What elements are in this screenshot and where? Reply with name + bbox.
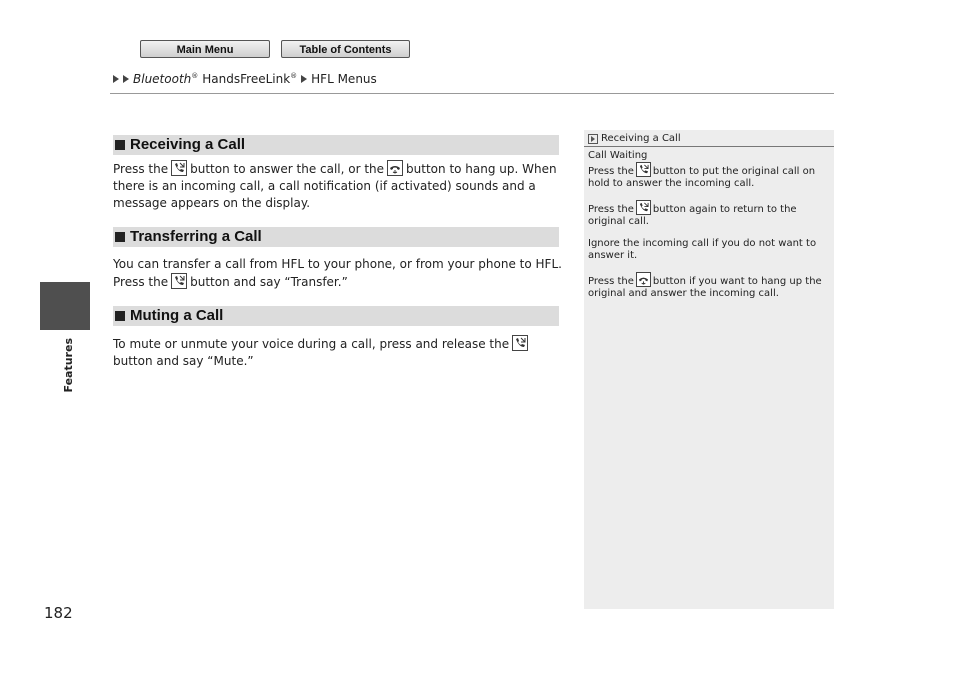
note-paragraph-4: Press the button if you want to hang up the original and answer the incoming call. — [588, 272, 830, 300]
breadcrumb — [113, 72, 377, 86]
note-paragraph-1: Press the button to put the original call on hold to answer the incoming call. — [588, 162, 830, 190]
pick-up-icon — [171, 273, 187, 289]
note-paragraph-2: Press the button again to return to the original call. — [588, 200, 830, 228]
heading-transferring-a-call: Transferring a Call — [113, 227, 559, 247]
breadcrumb-arrow-icon — [113, 75, 119, 83]
section-tab — [40, 282, 90, 330]
note-title: Receiving a Call — [584, 130, 834, 147]
note-arrow-icon — [588, 134, 598, 144]
breadcrumb-handsfreelink[interactable]: HandsFreeLink® — [202, 72, 298, 86]
breadcrumb-arrow-icon — [301, 75, 307, 83]
receiving-paragraph: Press the button to answer the call, or the button to hang up. When there is an incoming call, a call notification (if activated) sounds and a message appears on the display. — [113, 162, 557, 210]
note-body — [584, 147, 834, 313]
pick-up-icon — [636, 200, 651, 215]
main-menu-button[interactable]: Main Menu — [140, 40, 270, 58]
page-number: 182 — [44, 604, 73, 622]
pick-up-icon — [512, 335, 528, 351]
square-bullet-icon — [115, 232, 125, 242]
breadcrumb-arrow-icon — [123, 75, 129, 83]
transferring-paragraph: You can transfer a call from HFL to your phone, or from your phone to HFL. Press the button and say “Transfer.” — [113, 257, 562, 289]
muting-paragraph: To mute or unmute your voice during a call, press and release the button and say “Mute.” — [113, 335, 563, 370]
square-bullet-icon — [115, 311, 125, 321]
section-label: Features — [62, 338, 75, 393]
heading-muting-a-call: Muting a Call — [113, 306, 559, 326]
note-subtitle: Call Waiting — [588, 150, 648, 161]
header-divider — [110, 93, 834, 94]
breadcrumb-bluetooth[interactable]: Bluetooth® — [133, 72, 199, 86]
pick-up-icon — [171, 160, 187, 176]
breadcrumb-hfl-menus[interactable]: HFL Menus — [311, 72, 377, 86]
note-paragraph-3: Ignore the incoming call if you do not want to answer it. — [588, 238, 817, 261]
square-bullet-icon — [115, 140, 125, 150]
heading-receiving-a-call: Receiving a Call — [113, 135, 559, 155]
hang-up-icon — [387, 160, 403, 176]
hang-up-icon — [636, 272, 651, 287]
pick-up-icon — [636, 162, 651, 177]
side-note — [584, 130, 834, 609]
table-of-contents-button[interactable]: Table of Contents — [281, 40, 410, 58]
